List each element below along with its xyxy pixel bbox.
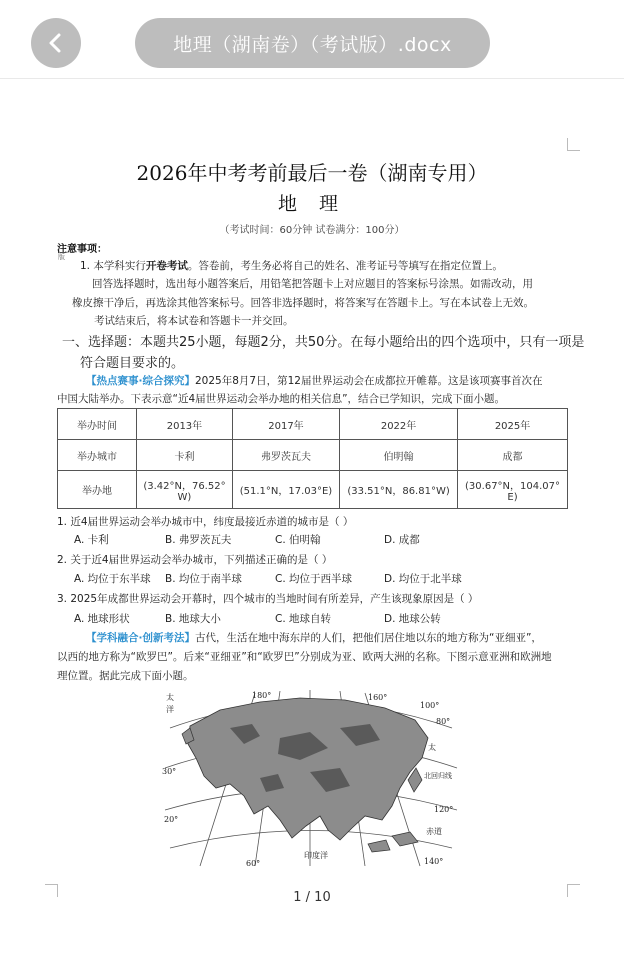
coord-text: W): [177, 491, 192, 503]
document-subject: 地 理: [277, 193, 347, 215]
note-line: 考试结束后，将本试卷和答题卡一并交回。: [94, 315, 294, 327]
table-row-label: 举办地: [58, 471, 137, 509]
top-toolbar: [0, 0, 624, 79]
table-row-label: 举办时间: [58, 409, 137, 440]
table-row: [58, 409, 568, 440]
coord-text: E): [507, 491, 518, 503]
asia-europe-map: [160, 688, 462, 868]
intro-line: 理位置。据此完成下面小题。: [57, 670, 194, 682]
map-label: 140°: [424, 857, 444, 866]
intro-line: 以西的地方称为“欧罗巴”。后来“亚细亚”和“欧罗巴”分别成为亚、欧两大洲的名称。下图示意亚洲和欧洲地: [57, 651, 552, 663]
coord-text: (30.67°N，104.07°: [465, 480, 561, 492]
coord-text: (33.51°N，86.81°W): [347, 486, 450, 497]
note-emphasis: 开卷考试: [145, 260, 188, 272]
table-cell: 2013年: [137, 409, 233, 440]
map-label: 20°: [164, 815, 179, 824]
note-line: 回答选择题时，选出每小题答案后，用铅笔把答题卡上对应题目的答案标号涂黑。如需改动，用: [92, 278, 533, 290]
option: C. 地球自转: [275, 613, 332, 625]
topic-tag: 【热点赛事·综合探究】: [86, 375, 195, 387]
table-cell: [340, 471, 458, 509]
table-cell: 弗罗茨瓦夫: [232, 440, 339, 471]
intro-line: 中国大陆举办。下表示意“近4届世界运动会举办地的相关信息”，结合已学知识，完成下面小题。: [57, 393, 506, 405]
map-label: 80°: [436, 717, 451, 726]
map-label: 30°: [162, 767, 177, 776]
option: B. 地球大小: [165, 613, 221, 625]
table-cell: 2022年: [340, 409, 458, 440]
map-label: 印度洋: [304, 851, 328, 860]
map-label: 太: [428, 743, 436, 752]
coord-text: (51.1°N，17.03°E): [239, 486, 333, 497]
question-stem: 3. 2025年成都世界运动会开幕时，四个城市的当地时间有所差异，产生该现象原因是（ ）: [57, 593, 479, 605]
question-stem: 2. 关于近4届世界运动会举办城市，下列描述正确的是（ ）: [57, 554, 333, 566]
document-title-pill[interactable]: [135, 18, 490, 68]
table-cell: [458, 471, 568, 509]
exam-info: （考试时间：60分钟 试卷满分：100分）: [219, 225, 405, 236]
option: A. 地球形状: [74, 613, 130, 625]
note-line: [80, 258, 503, 273]
table-row: [58, 440, 568, 471]
notes-heading: 注意事项：: [57, 244, 107, 255]
table-cell: [137, 471, 233, 509]
table-cell: 卡利: [137, 440, 233, 471]
table-cell: 伯明翰: [340, 440, 458, 471]
table-cell: 成都: [458, 440, 568, 471]
question-stem: 1. 近4届世界运动会举办城市中，纬度最接近赤道的城市是（ ）: [57, 516, 354, 528]
map-label: 北回归线: [424, 772, 452, 780]
page-corner-mark: [567, 138, 580, 151]
note-text: 。答卷前，考生务必将自己的姓名、准考证号等填写在指定位置上。: [187, 260, 503, 272]
option: C. 均位于西半球: [275, 573, 353, 585]
coord-text: (3.42°N，76.52°: [143, 480, 226, 492]
map-label: 60°: [246, 859, 261, 868]
map-label: 赤道: [426, 827, 442, 836]
map-label: 洋: [166, 705, 174, 714]
option: A. 均位于东半球: [74, 573, 151, 585]
map-label: 160°: [368, 693, 388, 702]
table-row: [58, 471, 568, 509]
option: A. 卡利: [74, 534, 109, 546]
option: C. 伯明翰: [275, 534, 321, 546]
side-mark: 版: [58, 253, 65, 261]
option: B. 均位于南半球: [165, 573, 242, 585]
map-label: 120°: [434, 805, 454, 814]
option: D. 地球公转: [384, 613, 441, 625]
map-label: 100°: [420, 701, 440, 710]
intro-text: 2025年8月7日，第12届世界运动会在成都拉开帷幕。这是该项赛事首次在: [195, 375, 543, 387]
back-button[interactable]: [31, 18, 81, 68]
note-text: 1. 本学科实行: [80, 260, 146, 272]
map-label: 太: [166, 693, 174, 702]
chevron-left-icon: [46, 32, 66, 54]
topic-tag: 【学科融合·创新考法】: [86, 632, 195, 644]
section-heading-cont: 符合题目要求的。: [80, 356, 185, 371]
table-cell: 2025年: [458, 409, 568, 440]
option: D. 均位于北半球: [384, 573, 462, 585]
table-cell: 2017年: [232, 409, 339, 440]
note-line: 橡皮擦干净后，再选涂其他答案标号。回答非选择题时，将答案写在答题卡上。写在本试卷上无效。: [72, 297, 534, 309]
document-heading: 2026年中考考前最后一卷（湖南专用）: [136, 161, 488, 185]
table-row-label: 举办城市: [58, 440, 137, 471]
table-cell: [232, 471, 339, 509]
intro-paragraph: [86, 373, 542, 388]
page-indicator: 1 / 10: [293, 890, 331, 905]
option: B. 弗罗茨瓦夫: [165, 534, 232, 546]
document-file-name: 地理（湖南卷）（考试版）.docx: [173, 33, 452, 56]
intro-text: 古代，生活在地中海东岸的人们，把他们居住地以东的地方称为“亚细亚”，: [195, 632, 542, 644]
map-label: 180°: [252, 691, 272, 700]
section-heading: 一、选择题：本题共25小题，每题2分，共50分。在每小题给出的四个选项中，只有一项是: [62, 335, 585, 350]
intro-paragraph: [86, 630, 542, 645]
events-table: [57, 408, 568, 509]
option: D. 成都: [384, 534, 420, 546]
